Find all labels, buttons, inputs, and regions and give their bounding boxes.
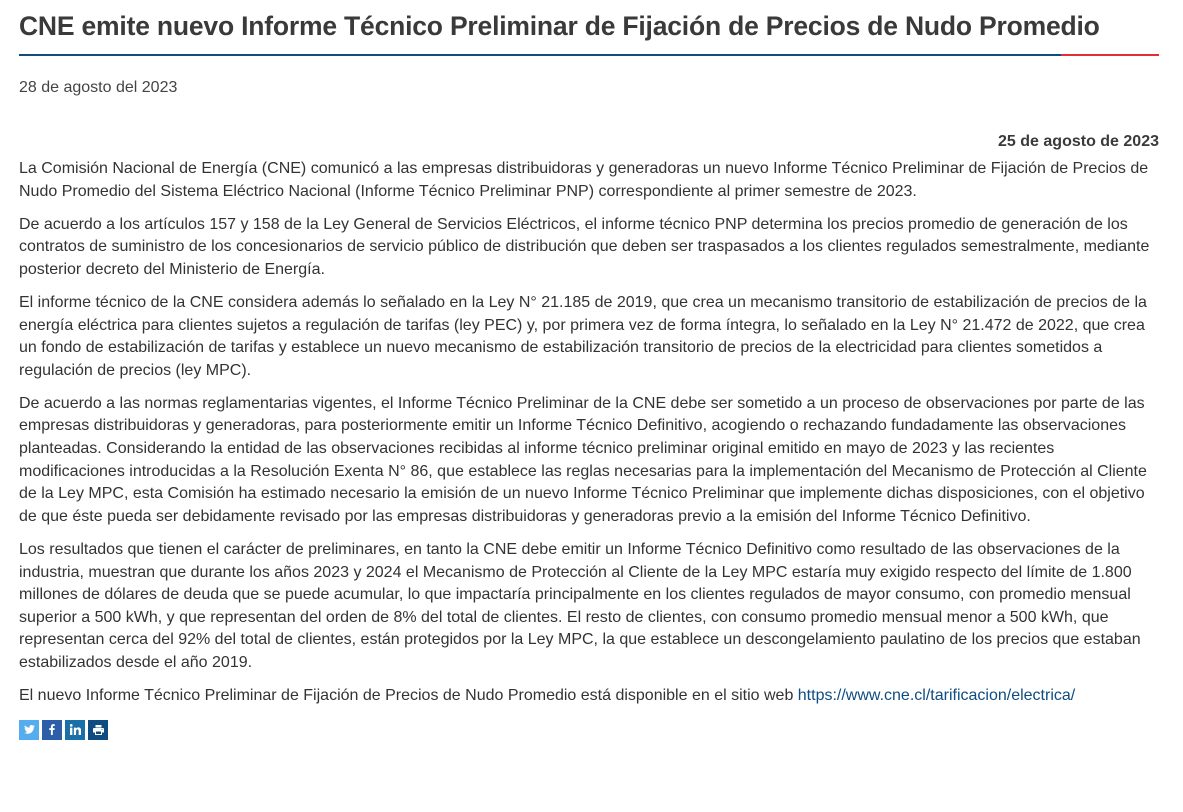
share-twitter-button[interactable] bbox=[19, 720, 39, 740]
title-divider-accent bbox=[1061, 54, 1159, 56]
share-linkedin-button[interactable] bbox=[65, 720, 85, 740]
paragraph: El informe técnico de la CNE considera además lo señalado en la Ley N° 21.185 de 2019, que crea un mecanismo transitorio de estabilización de precios de la energía eléctrica para clientes sujetos a regulación de tarifas (ley PEC) y, por primera vez de forma íntegra, lo señalado en la Ley N° 21.472 de 2022, que crea un fondo de estabilización de tarifas y establece un nuevo mecanismo de estabilización transitorio de precios de la electricidad para clientes sometidos a regulación de precios (ley MPC). bbox=[19, 293, 1147, 379]
twitter-icon bbox=[24, 725, 35, 734]
linkedin-icon bbox=[70, 724, 81, 735]
page-title: CNE emite nuevo Informe Técnico Preliminar de Fijación de Precios de Nudo Promedio bbox=[19, 11, 1100, 41]
print-icon bbox=[93, 725, 104, 735]
closing-text: El nuevo Informe Técnico Preliminar de Fijación de Precios de Nudo Promedio está disponible en el sitio web bbox=[19, 686, 798, 704]
article bbox=[19, 0, 1159, 740]
print-button[interactable] bbox=[88, 720, 108, 740]
cne-website-link[interactable]: https://www.cne.cl/tarificacion/electrica/ bbox=[797, 686, 1076, 704]
paragraph: La Comisión Nacional de Energía (CNE) comunicó a las empresas distribuidoras y generadoras un nuevo Informe Técnico Preliminar de Fijación de Precios de Nudo Promedio del Sistema Eléctrico Nacional (Informe Técnico Preliminar PNP) correspondiente al primer semestre de 2023. bbox=[19, 160, 1149, 200]
closing-paragraph bbox=[19, 685, 1159, 708]
dateline: 25 de agosto de 2023 bbox=[998, 133, 1159, 150]
share-facebook-button[interactable] bbox=[42, 720, 62, 740]
published-date: 28 de agosto del 2023 bbox=[19, 79, 178, 96]
paragraph: De acuerdo a las normas reglamentarias vigentes, el Informe Técnico Preliminar de la CNE debe ser sometido a un proceso de observaciones por parte de las empresas distribuidoras y generadoras, para posteriormente emitir un Informe Técnico Definitivo, acogiendo o rechazando fundadamente las observaciones planteadas. Considerando la entidad de las observaciones recibidas al informe técnico preliminar original emitido en mayo de 2023 y las recientes modificaciones introducidas a la Resolución Exenta N° 86, que establece las reglas necesarias para la implementación del Mecanismo de Protección al Cliente de la Ley MPC, esta Comisión ha estimado necesario la emisión de un nuevo Informe Técnico Preliminar que implemente dichas disposiciones, con el objetivo de que éste pueda ser debidamente revisado por las empresas distribuidoras y generadoras previo a la emisión del Informe Técnico Definitivo. bbox=[19, 394, 1147, 525]
article-body bbox=[19, 158, 1159, 708]
title-divider bbox=[19, 54, 1159, 56]
facebook-icon bbox=[49, 724, 55, 735]
share-bar bbox=[19, 720, 1159, 740]
paragraph: De acuerdo a los artículos 157 y 158 de la Ley General de Servicios Eléctricos, el informe técnico PNP determina los precios promedio de generación de los contratos de suministro de los concesionarios de servicio público de distribución que deben ser traspasados a los clientes regulados semestralmente, mediante posterior decreto del Ministerio de Energía. bbox=[19, 215, 1150, 278]
paragraph: Los resultados que tienen el carácter de preliminares, en tanto la CNE debe emitir un Informe Técnico Definitivo como resultado de las observaciones de la industria, muestran que durante los años 2023 y 2024 el Mecanismo de Protección al Cliente de la Ley MPC estaría muy exigido respecto del límite de 1.800 millones de dólares de deuda que se puede acumular, lo que impactaría principalmente en los clientes regulados de mayor consumo, con promedio mensual superior a 500 kWh, y que representan del orden de 8% del total de clientes. El resto de clientes, con consumo promedio mensual menor a 500 kWh, que representan cerca del 92% del total de clientes, están protegidos por la Ley MPC, la que establece un descongelamiento paulatino de los precios que estaban estabilizados desde el año 2019. bbox=[19, 540, 1141, 671]
